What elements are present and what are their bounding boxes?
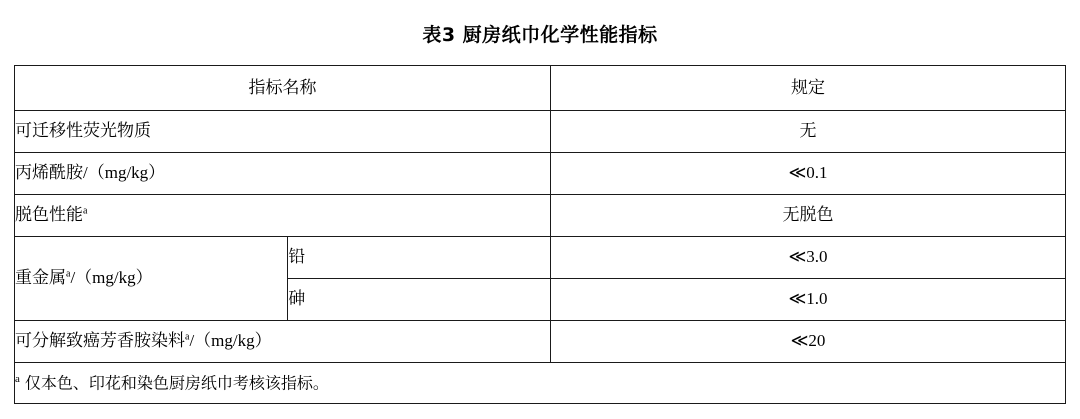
row-name-decolor-text: 脱色性能 — [15, 205, 83, 225]
row-name-acrylamide: 丙烯酰胺/（mg/kg） — [15, 153, 551, 195]
header-requirement: 规定 — [551, 66, 1066, 111]
row-name-aromatic-amine-text: 可分解致癌芳香胺染料 — [15, 331, 185, 351]
table-row — [15, 195, 1066, 237]
row-name-aromatic-amine-unit: /（mg/kg） — [189, 331, 272, 351]
row-sub-arsenic: 砷 — [288, 279, 551, 321]
table-footnote — [15, 363, 1066, 404]
table-footnote-row — [15, 363, 1066, 404]
footnote-marker: a — [83, 205, 88, 217]
header-indicator-name: 指标名称 — [15, 66, 551, 111]
chemical-spec-table — [14, 65, 1066, 404]
row-name-fluorescent: 可迁移性荧光物质 — [15, 111, 551, 153]
footnote-text: 仅本色、印花和染色厨房纸巾考核该指标。 — [24, 375, 329, 393]
row-value-arsenic: ≪1.0 — [551, 279, 1066, 321]
table-container — [0, 65, 1080, 404]
row-name-decolor — [15, 195, 551, 237]
row-value-lead: ≪3.0 — [551, 237, 1066, 279]
table-header-row — [15, 66, 1066, 111]
table-title: 表3 厨房纸巾化学性能指标 — [422, 24, 658, 46]
table-row — [15, 237, 1066, 279]
footnote-marker-label: a — [15, 372, 20, 385]
row-value-acrylamide: ≪0.1 — [551, 153, 1066, 195]
row-name-heavy-metal — [15, 237, 288, 321]
row-value-decolor: 无脱色 — [551, 195, 1066, 237]
row-value-fluorescent: 无 — [551, 111, 1066, 153]
row-name-aromatic-amine — [15, 321, 551, 363]
row-name-heavy-metal-text: 重金属 — [15, 268, 66, 288]
footnote-marker: a — [185, 331, 190, 343]
table-row — [15, 321, 1066, 363]
row-sub-lead: 铅 — [288, 237, 551, 279]
table-row — [15, 153, 1066, 195]
row-name-heavy-metal-unit: /（mg/kg） — [70, 268, 153, 288]
row-value-aromatic-amine: ≪20 — [551, 321, 1066, 363]
table-row — [15, 111, 1066, 153]
footnote-marker: a — [66, 268, 71, 280]
